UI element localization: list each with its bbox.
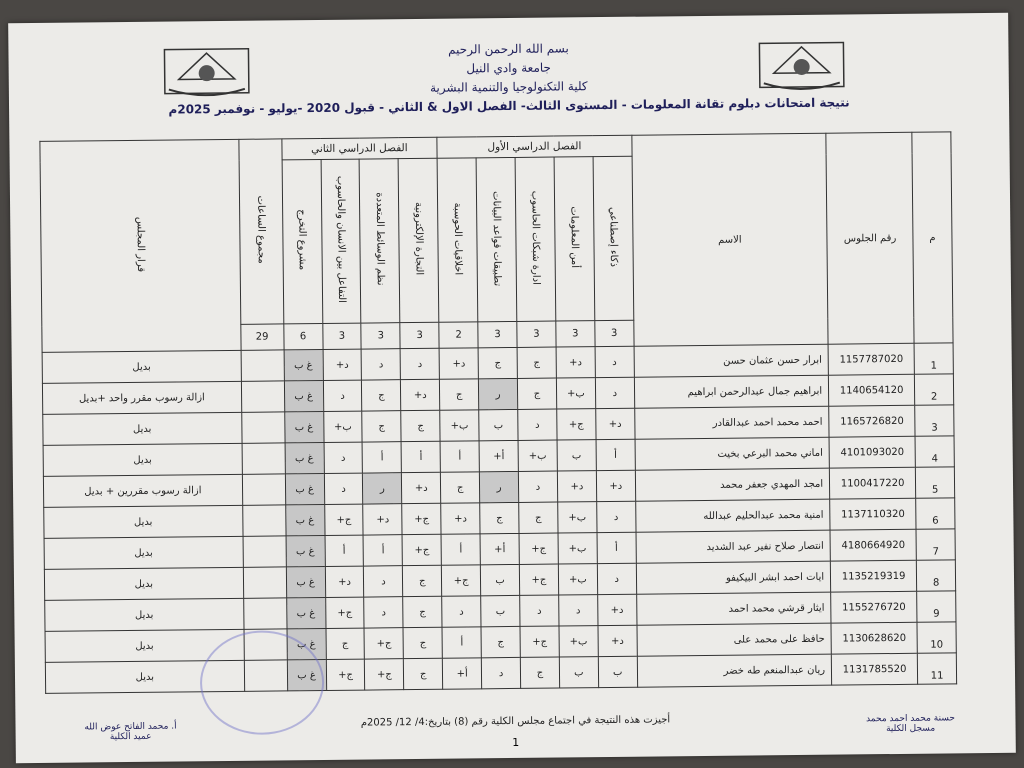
grade-cell: د bbox=[595, 346, 634, 377]
seat-number: 1130628620 bbox=[831, 622, 917, 654]
seat-number: 1157787020 bbox=[828, 343, 914, 375]
student-name: ابرار حسن عثمان حسن bbox=[634, 344, 829, 377]
row-index: 1 bbox=[914, 343, 953, 374]
course-header: ادارة شبكات الحاسوب bbox=[515, 157, 556, 321]
grade-cell: د+ bbox=[441, 503, 480, 534]
student-name: ايثار قرشي محمد احمد bbox=[636, 592, 831, 625]
grade-cell: د bbox=[520, 595, 559, 626]
grade-cell: د bbox=[324, 473, 363, 504]
grade-cell: ج bbox=[404, 658, 443, 689]
grade-cell: ج bbox=[326, 628, 365, 659]
council-decision: بديل bbox=[42, 350, 241, 383]
grade-cell: د+ bbox=[598, 625, 637, 656]
credit-hours: 3 bbox=[595, 320, 634, 346]
grade-cell: ج+ bbox=[365, 659, 404, 690]
dean-name: أ. محمد الفاتح عوض الله bbox=[84, 721, 177, 733]
seat-number: 4180664920 bbox=[830, 529, 916, 561]
col-decision-header: قرار المجلس bbox=[40, 139, 241, 352]
student-name: ابراهيم جمال عبدالرحمن ابراهيم bbox=[634, 375, 829, 408]
grade-cell: ج bbox=[481, 626, 520, 657]
seat-number: 1131785520 bbox=[831, 653, 917, 685]
grade-cell: د bbox=[559, 595, 598, 626]
credit-hours: 3 bbox=[400, 322, 439, 348]
grade-cell: ج+ bbox=[402, 503, 441, 534]
student-name: انتصار صلاح نفير عبد الشديد bbox=[636, 530, 831, 563]
seat-number: 1140654120 bbox=[829, 374, 915, 406]
student-name: امنية محمد عبدالحليم عبدالله bbox=[635, 499, 830, 532]
grade-cell: د+ bbox=[557, 471, 596, 502]
row-index: 10 bbox=[917, 622, 956, 653]
grade-cell: ب bbox=[481, 595, 520, 626]
credit-hours: 3 bbox=[478, 321, 517, 347]
grade-cell: غ ب bbox=[284, 411, 323, 442]
grade-cell: غ ب bbox=[287, 659, 326, 690]
grade-cell: غ ب bbox=[286, 535, 325, 566]
credit-hours: 3 bbox=[322, 323, 361, 349]
grade-cell: ج+ bbox=[364, 628, 403, 659]
faculty-name: كلية التكنولوجيا والتنمية البشرية bbox=[430, 79, 588, 95]
student-name: ايات احمد ابشر البيكيفو bbox=[636, 561, 831, 594]
course-header: مشروع التخرج bbox=[282, 159, 323, 323]
grade-cell: ب+ bbox=[558, 502, 597, 533]
grade-cell: ج+ bbox=[442, 565, 481, 596]
seat-number: 4101093020 bbox=[829, 436, 915, 468]
document-title: نتيجة امتحانات دبلوم تقانة المعلومات - المستوى الثالث- الفصل الاول & الثاني - قبول 2020 -يوليو - نوفمبر 2025م bbox=[168, 95, 850, 117]
course-header: اخلاقيات الحوسبة bbox=[437, 158, 478, 322]
grade-cell: ب+ bbox=[558, 564, 597, 595]
total-hours-cell bbox=[242, 443, 285, 474]
grade-cell: د bbox=[518, 409, 557, 440]
council-decision: بديل bbox=[45, 629, 244, 662]
grade-cell: ر bbox=[479, 378, 518, 409]
grade-cell: أ+ bbox=[443, 658, 482, 689]
registrar-name: حسنة محمد احمد محمد bbox=[866, 713, 955, 725]
grade-cell: أ bbox=[596, 439, 635, 470]
total-hours-cell bbox=[243, 567, 286, 598]
grade-cell: ب+ bbox=[440, 410, 479, 441]
course-header: التفاعل بين الانسان والحاسوب bbox=[321, 159, 362, 323]
grade-cell: د bbox=[595, 377, 634, 408]
grade-cell: ج+ bbox=[557, 409, 596, 440]
course-header: أمن المعلومات bbox=[554, 157, 595, 321]
grade-cell: ج bbox=[403, 627, 442, 658]
student-name: اماني محمد البرعي بخيت bbox=[635, 437, 830, 470]
registrar-title: مسجل الكلية bbox=[885, 723, 936, 735]
grade-cell: د+ bbox=[402, 472, 441, 503]
row-index: 3 bbox=[915, 405, 954, 436]
grade-cell: ب bbox=[479, 409, 518, 440]
total-hours-cell bbox=[243, 598, 286, 629]
grade-cell: غ ب bbox=[286, 597, 325, 628]
student-name: امجد المهدي جعفر محمد bbox=[635, 468, 830, 501]
grade-cell: د bbox=[597, 563, 636, 594]
total-hours-cell bbox=[241, 412, 284, 443]
grade-cell: ج bbox=[403, 565, 442, 596]
col-seat-header: رقم الجلوس bbox=[826, 132, 914, 344]
student-name: احمد محمد احمد عبدالقادر bbox=[634, 406, 829, 439]
total-hours-cell bbox=[242, 505, 285, 536]
grade-cell: ج bbox=[519, 502, 558, 533]
seat-number: 1137110320 bbox=[830, 498, 916, 530]
total-credit-hours: 29 bbox=[240, 324, 283, 350]
grade-cell: ر bbox=[479, 471, 518, 502]
grade-cell: ب+ bbox=[559, 626, 598, 657]
grade-cell: أ bbox=[362, 442, 401, 473]
university-name: جامعة وادي النيل bbox=[466, 60, 551, 76]
results-body bbox=[42, 343, 957, 694]
student-name: ريان عبدالمنعم طه خضر bbox=[637, 654, 832, 687]
row-index: 6 bbox=[916, 498, 955, 529]
grade-cell: غ ب bbox=[285, 504, 324, 535]
council-decision: ازالة رسوب مقرر واحد +بديل bbox=[42, 381, 241, 414]
council-decision: بديل bbox=[45, 598, 244, 631]
sem1-header: الفصل الدراسي الأول bbox=[437, 135, 632, 158]
seat-number: 1100417220 bbox=[829, 467, 915, 499]
grade-cell: ج bbox=[517, 347, 556, 378]
grade-cell: د+ bbox=[596, 470, 635, 501]
credit-hours: 2 bbox=[439, 322, 478, 348]
council-decision: بديل bbox=[43, 443, 242, 476]
document-header bbox=[8, 35, 1009, 121]
credit-hours: 6 bbox=[283, 323, 322, 349]
sem2-header: الفصل الدراسي الثاني bbox=[281, 137, 437, 160]
row-index: 9 bbox=[917, 591, 956, 622]
grade-cell: د+ bbox=[597, 594, 636, 625]
grade-cell: ب+ bbox=[558, 533, 597, 564]
grade-cell: د+ bbox=[323, 349, 362, 380]
grade-cell: ج+ bbox=[324, 504, 363, 535]
grade-cell: أ bbox=[440, 441, 479, 472]
credit-hours: 3 bbox=[517, 321, 556, 347]
grade-cell: د+ bbox=[363, 504, 402, 535]
results-table bbox=[39, 131, 957, 694]
grade-cell: ج bbox=[478, 347, 517, 378]
seat-number: 1155276720 bbox=[831, 591, 917, 623]
approval-note: أجيزت هذه النتيجة في اجتماع مجلس الكلية رقم (8) بتاريخ:4/ 12/ 2025م bbox=[360, 714, 671, 729]
grade-cell: أ bbox=[441, 534, 480, 565]
grade-cell: أ bbox=[363, 535, 402, 566]
grade-cell: ب+ bbox=[518, 440, 557, 471]
grade-cell: غ ب bbox=[287, 628, 326, 659]
grade-cell: غ ب bbox=[285, 473, 324, 504]
grade-cell: د bbox=[518, 471, 557, 502]
row-index: 11 bbox=[917, 653, 956, 684]
seat-number: 1165726820 bbox=[829, 405, 915, 437]
grade-cell: ج bbox=[441, 472, 480, 503]
grade-cell: أ bbox=[442, 627, 481, 658]
grade-cell: غ ب bbox=[284, 380, 323, 411]
council-decision: ازالة رسوب مقررين + بديل bbox=[43, 474, 242, 507]
total-hours-cell bbox=[242, 474, 285, 505]
row-index: 2 bbox=[914, 374, 953, 405]
student-name: حافظ على محمد على bbox=[637, 623, 832, 656]
course-header: تطبيقات قواعد البيانات bbox=[476, 157, 517, 321]
grade-cell: د+ bbox=[439, 348, 478, 379]
grade-cell: د bbox=[362, 349, 401, 380]
grade-cell: غ ب bbox=[285, 442, 324, 473]
grade-cell: ج bbox=[401, 410, 440, 441]
grade-cell: ب bbox=[598, 656, 637, 687]
total-hours-cell bbox=[241, 381, 284, 412]
grade-cell: ج+ bbox=[326, 659, 365, 690]
credit-hours: 3 bbox=[361, 323, 400, 349]
grade-cell: ج+ bbox=[519, 533, 558, 564]
row-index: 7 bbox=[916, 529, 955, 560]
grade-cell: ر bbox=[363, 473, 402, 504]
row-index: 4 bbox=[915, 436, 954, 467]
grade-cell: أ bbox=[325, 535, 364, 566]
grade-cell: د bbox=[324, 442, 363, 473]
grade-cell: ج bbox=[362, 380, 401, 411]
grade-cell: د+ bbox=[325, 566, 364, 597]
council-decision: بديل bbox=[43, 412, 242, 445]
course-header: ذكاء إصطناعي bbox=[593, 156, 634, 320]
result-sheet bbox=[8, 13, 1016, 763]
grade-cell: ج+ bbox=[402, 534, 441, 565]
grade-cell: غ ب bbox=[284, 349, 323, 380]
credit-hours: 3 bbox=[556, 321, 595, 347]
grade-cell: أ bbox=[401, 441, 440, 472]
grade-cell: د+ bbox=[401, 379, 440, 410]
grade-cell: ج+ bbox=[520, 626, 559, 657]
grade-cell: غ ب bbox=[286, 566, 325, 597]
page-number: 1 bbox=[512, 735, 520, 750]
course-header: التجارة الإلكترونية bbox=[398, 158, 439, 322]
grade-cell: ج+ bbox=[325, 597, 364, 628]
grade-cell: ب bbox=[480, 564, 519, 595]
grade-cell: ج bbox=[440, 379, 479, 410]
grade-cell: أ+ bbox=[480, 533, 519, 564]
col-name-header: الاسم bbox=[632, 133, 829, 346]
seat-number: 1135219319 bbox=[830, 560, 916, 592]
grade-cell: ب bbox=[559, 657, 598, 688]
grade-cell: ج bbox=[362, 411, 401, 442]
grade-cell: ب bbox=[557, 440, 596, 471]
grade-cell: د bbox=[364, 566, 403, 597]
grade-cell: ج+ bbox=[519, 564, 558, 595]
grade-cell: ج bbox=[520, 657, 559, 688]
basmala: بسم الله الرحمن الرحيم bbox=[448, 41, 569, 57]
grade-cell: أ+ bbox=[479, 440, 518, 471]
grade-cell: أ bbox=[597, 532, 636, 563]
grade-cell: ب+ bbox=[556, 378, 595, 409]
council-decision: بديل bbox=[45, 660, 244, 693]
grade-cell: ج bbox=[403, 596, 442, 627]
grade-cell: ج bbox=[480, 502, 519, 533]
grade-cell: ج bbox=[517, 378, 556, 409]
council-decision: بديل bbox=[44, 536, 243, 569]
col-index-header: م bbox=[912, 132, 953, 343]
grade-cell: ب+ bbox=[323, 411, 362, 442]
col-total-hours-header: مجموع الساعات bbox=[238, 139, 283, 324]
course-header: نظم الوسائط المتعددة bbox=[360, 159, 401, 323]
council-decision: بديل bbox=[44, 567, 243, 600]
row-index: 8 bbox=[916, 560, 955, 591]
grade-cell: د bbox=[323, 380, 362, 411]
total-hours-cell bbox=[241, 350, 284, 381]
grade-cell: د bbox=[596, 501, 635, 532]
row-index: 5 bbox=[915, 467, 954, 498]
grade-cell: د+ bbox=[596, 408, 635, 439]
grade-cell: د bbox=[364, 597, 403, 628]
grade-cell: د bbox=[442, 596, 481, 627]
dean-title: عميد الكلية bbox=[109, 731, 152, 743]
grade-cell: د bbox=[481, 657, 520, 688]
grade-cell: د bbox=[400, 348, 439, 379]
total-hours-cell bbox=[243, 536, 286, 567]
grade-cell: د+ bbox=[556, 347, 595, 378]
council-decision: بديل bbox=[44, 505, 243, 538]
